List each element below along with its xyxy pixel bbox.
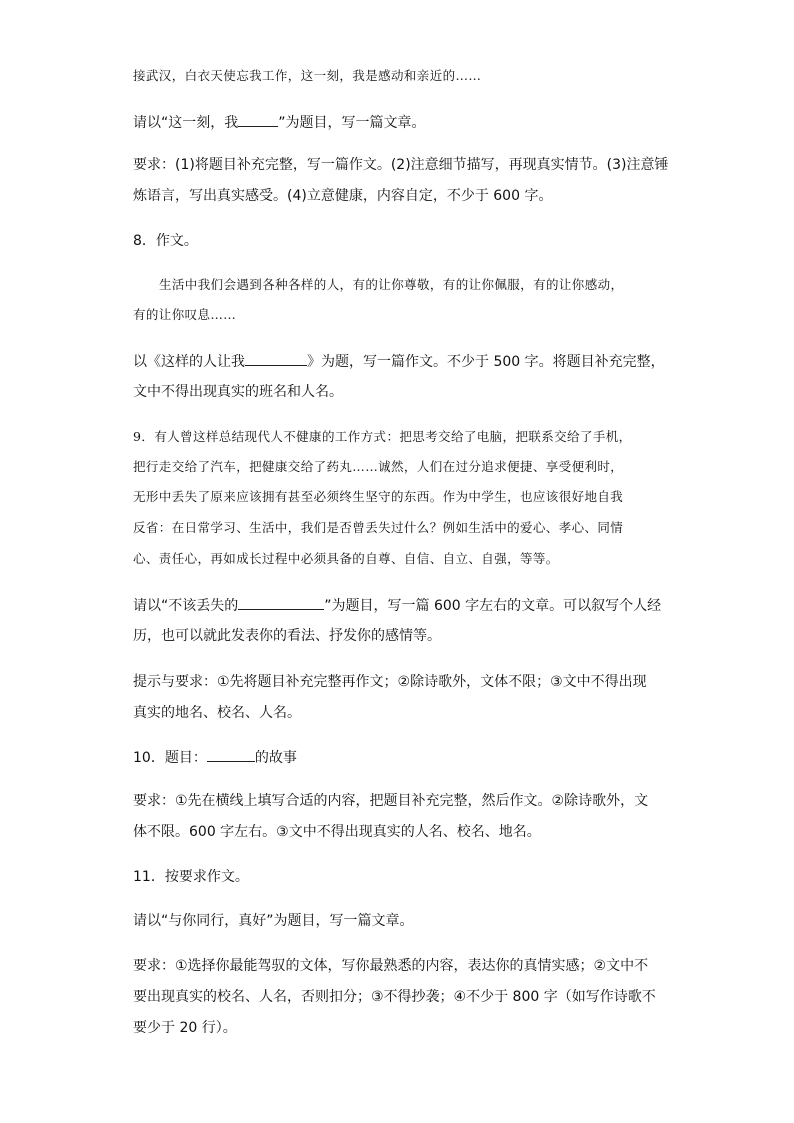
- q9-material-line-4: 反省：在日常学习、生活中，我们是否曾丢失过什么？例如生活中的爱心、孝心、同情: [133, 520, 624, 535]
- q11-requirement-line-2: 要出现真实的校名、人名，否则扣分；③不得抄袭；④不少于 800 字（如写作诗歌不: [133, 989, 656, 1005]
- q8-material-line-1: 生活中我们会遇到各种各样的人，有的让你尊敬，有的让你佩服，有的让你感动，: [159, 277, 624, 292]
- q7-requirement-line-2: 炼语言，写出真实感受。(4)立意健康，内容自定，不少于 600 字。: [133, 188, 553, 204]
- q7-prompt-start: 请以“这一刻，我: [133, 115, 239, 131]
- q10-requirement-line-1: 要求：①先在横线上填写合适的内容，把题目补充完整，然后作文。②除诗歌外，文: [133, 793, 649, 809]
- q11-requirement-line-1: 要求：①选择你最能驾驭的文体，写你最熟悉的内容，表达你的真情实感；②文中不: [133, 958, 649, 974]
- q9-material-line-3: 无形中丢失了原来应该拥有甚至必须终生坚守的东西。作为中学生，也应该很好地自我: [133, 489, 624, 504]
- q8-prompt-end: 》为题，写一篇作文。不少于 500 字。将题目补充完整，: [307, 354, 665, 370]
- q8-heading: 8．作文。: [133, 233, 198, 249]
- q10-title-blank: [207, 747, 255, 762]
- q8-prompt-start: 以《这样的人让我: [133, 354, 245, 370]
- q7-title-blank: [238, 112, 278, 127]
- q10-heading-start: 10．题目：: [133, 750, 207, 766]
- q8-material-line-2: 有的让你叹息……: [133, 307, 237, 322]
- q9-prompt: [133, 595, 661, 616]
- q9-prompt-line-2: 历，也可以就此发表你的看法、抒发你的感情等。: [133, 628, 441, 644]
- q9-material-line-1: 9．有人曾这样总结现代人不健康的工作方式：把思考交给了电脑，把联系交给了手机，: [133, 429, 632, 444]
- q9-title-blank: [238, 595, 324, 610]
- q10-requirement-line-2: 体不限。600 字左右。③文中不得出现真实的人名、校名、地名。: [133, 824, 541, 840]
- q8-prompt-line-2: 文中不得出现真实的班名和人名。: [133, 384, 343, 400]
- q9-prompt-end: ”为题目，写一篇 600 字左右的文章。可以叙写个人经: [324, 598, 662, 614]
- q10-heading: [133, 747, 297, 768]
- q7-prompt-end: ”为题目，写一篇文章。: [278, 115, 426, 131]
- q9-material-line-5: 心、责任心，再如成长过程中必须具备的自尊、自信、自立、自强，等等。: [133, 551, 559, 566]
- q9-prompt-start: 请以“不该丢失的: [133, 598, 239, 614]
- q11-requirement-line-3: 要少于 20 行）。: [133, 1020, 237, 1036]
- q7-requirement-line-1: 要求：(1)将题目补充完整，写一篇作文。(2)注意细节描写，再现真实情节。(3)注意锤: [133, 157, 669, 173]
- q10-heading-end: 的故事: [254, 750, 297, 766]
- q9-tips-line-2: 真实的地名、校名、人名。: [133, 705, 301, 721]
- q7-prompt: [133, 112, 426, 133]
- intro-tail-text: 接武汉，白衣天使忘我工作，这一刻，我是感动和亲近的……: [133, 68, 482, 83]
- q11-heading: 11．按要求作文。: [133, 869, 249, 885]
- q8-title-blank: [245, 351, 307, 366]
- q8-prompt: [133, 351, 665, 372]
- q11-prompt: 请以“与你同行，真好”为题目，写一篇文章。: [133, 913, 414, 929]
- q9-tips-line-1: 提示与要求：①先将题目补充完整再作文；②除诗歌外，文体不限；③文中不得出现: [133, 674, 647, 690]
- q9-material-line-2: 把行走交给了汽车，把健康交给了药丸……诚然，人们在过分追求便捷、享受便利时，: [133, 459, 624, 474]
